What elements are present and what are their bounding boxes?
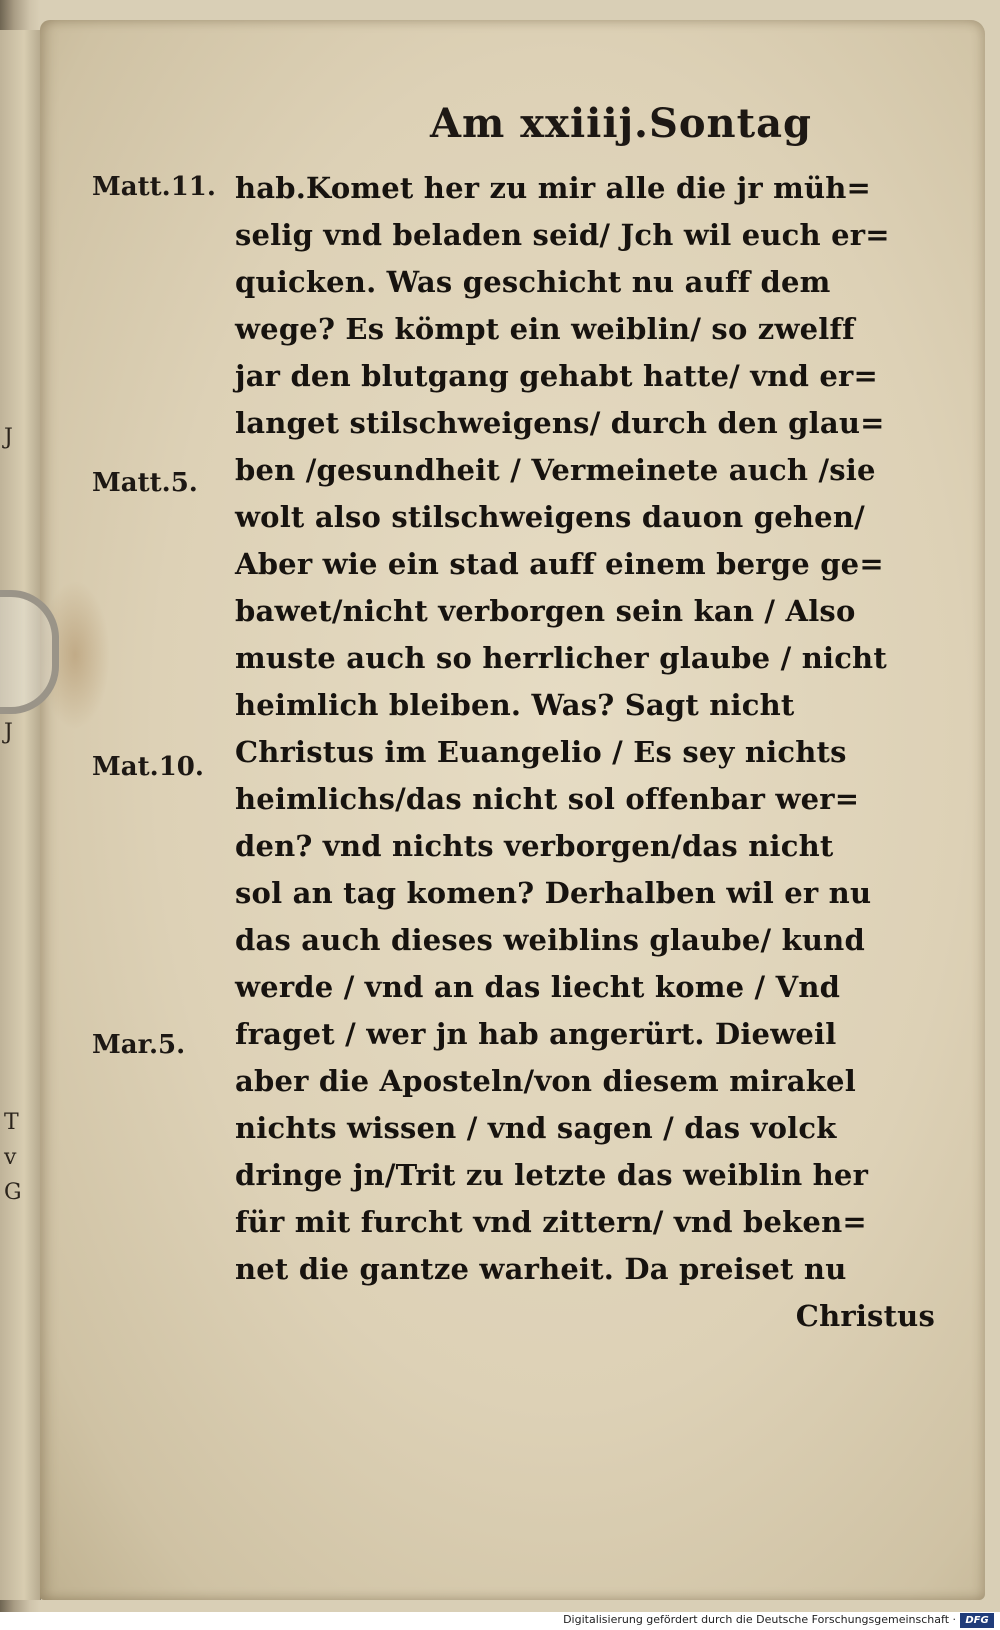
text-line: dringe jn/Trit zu letzte das weiblin her — [235, 1158, 869, 1192]
text-line: das auch dieses weiblins glaube/ kund — [235, 923, 865, 957]
text-line: den? vnd nichts verborgen/das nicht — [235, 829, 834, 863]
dfg-logo: DFG — [960, 1613, 994, 1628]
adjacent-page-fragment: v — [4, 1145, 17, 1170]
text-line: ben /gesundheit / Vermeinete auch /sie — [235, 453, 876, 487]
catchword: Christus — [795, 1299, 935, 1333]
adjacent-page-fragment: G — [4, 1180, 22, 1205]
text-line: heimlich bleiben. Was? Sagt nicht — [235, 688, 795, 722]
text-line: muste auch so herrlicher glaube / nicht — [235, 641, 887, 675]
text-line: werde / vnd an das liecht kome / Vnd — [235, 970, 841, 1004]
adjacent-page-fragment: J — [4, 720, 13, 745]
text-line: fraget / wer jn hab angerürt. Dieweil — [235, 1017, 837, 1051]
text-line: sol an tag komen? Derhalben wil er nu — [235, 876, 872, 910]
text-line: bawet/nicht verborgen sein kan / Also — [235, 594, 856, 628]
body-text — [235, 165, 935, 1340]
text-line: hab.Komet her zu mir alle die jr müh= — [235, 171, 872, 205]
text-line: selig vnd beladen seid/ Jch wil euch er= — [235, 218, 890, 252]
adjacent-page-fragment: J — [4, 425, 13, 450]
adjacent-page-fragment: T — [4, 1110, 19, 1135]
text-line: nichts wissen / vnd sagen / das volck — [235, 1111, 837, 1145]
funding-credit: Digitalisierung gefördert durch die Deutsche Forschungsgemeinschaft · — [563, 1613, 956, 1626]
text-line: wege? Es kömpt ein weiblin/ so zwelff — [235, 312, 855, 346]
margin-note: Matt.11. — [92, 172, 216, 202]
text-line: Christus im Euangelio / Es sey nichts — [235, 735, 847, 769]
text-line: aber die Aposteln/von diesem mirakel — [235, 1064, 856, 1098]
text-line: langet stilschweigens/ durch den glau= — [235, 406, 885, 440]
margin-note: Mat.10. — [92, 752, 204, 782]
margin-note: Mar.5. — [92, 1030, 186, 1060]
text-line: jar den blutgang gehabt hatte/ vnd er= — [235, 359, 878, 393]
text-line: Aber wie ein stad auff einem berge ge= — [235, 547, 884, 581]
text-line: wolt also stilschweigens dauon gehen/ — [235, 500, 865, 534]
margin-note: Matt.5. — [92, 468, 198, 498]
adjacent-page-edge — [0, 30, 41, 1600]
text-line: für mit furcht vnd zittern/ vnd beken= — [235, 1205, 867, 1239]
text-line: heimlichs/das nicht sol offenbar wer= — [235, 782, 860, 816]
text-line: quicken. Was geschicht nu auff dem — [235, 265, 831, 299]
text-line: net die gantze warheit. Da preiset nu — [235, 1252, 847, 1286]
running-head: Am xxiiij.Sontag — [430, 100, 812, 147]
